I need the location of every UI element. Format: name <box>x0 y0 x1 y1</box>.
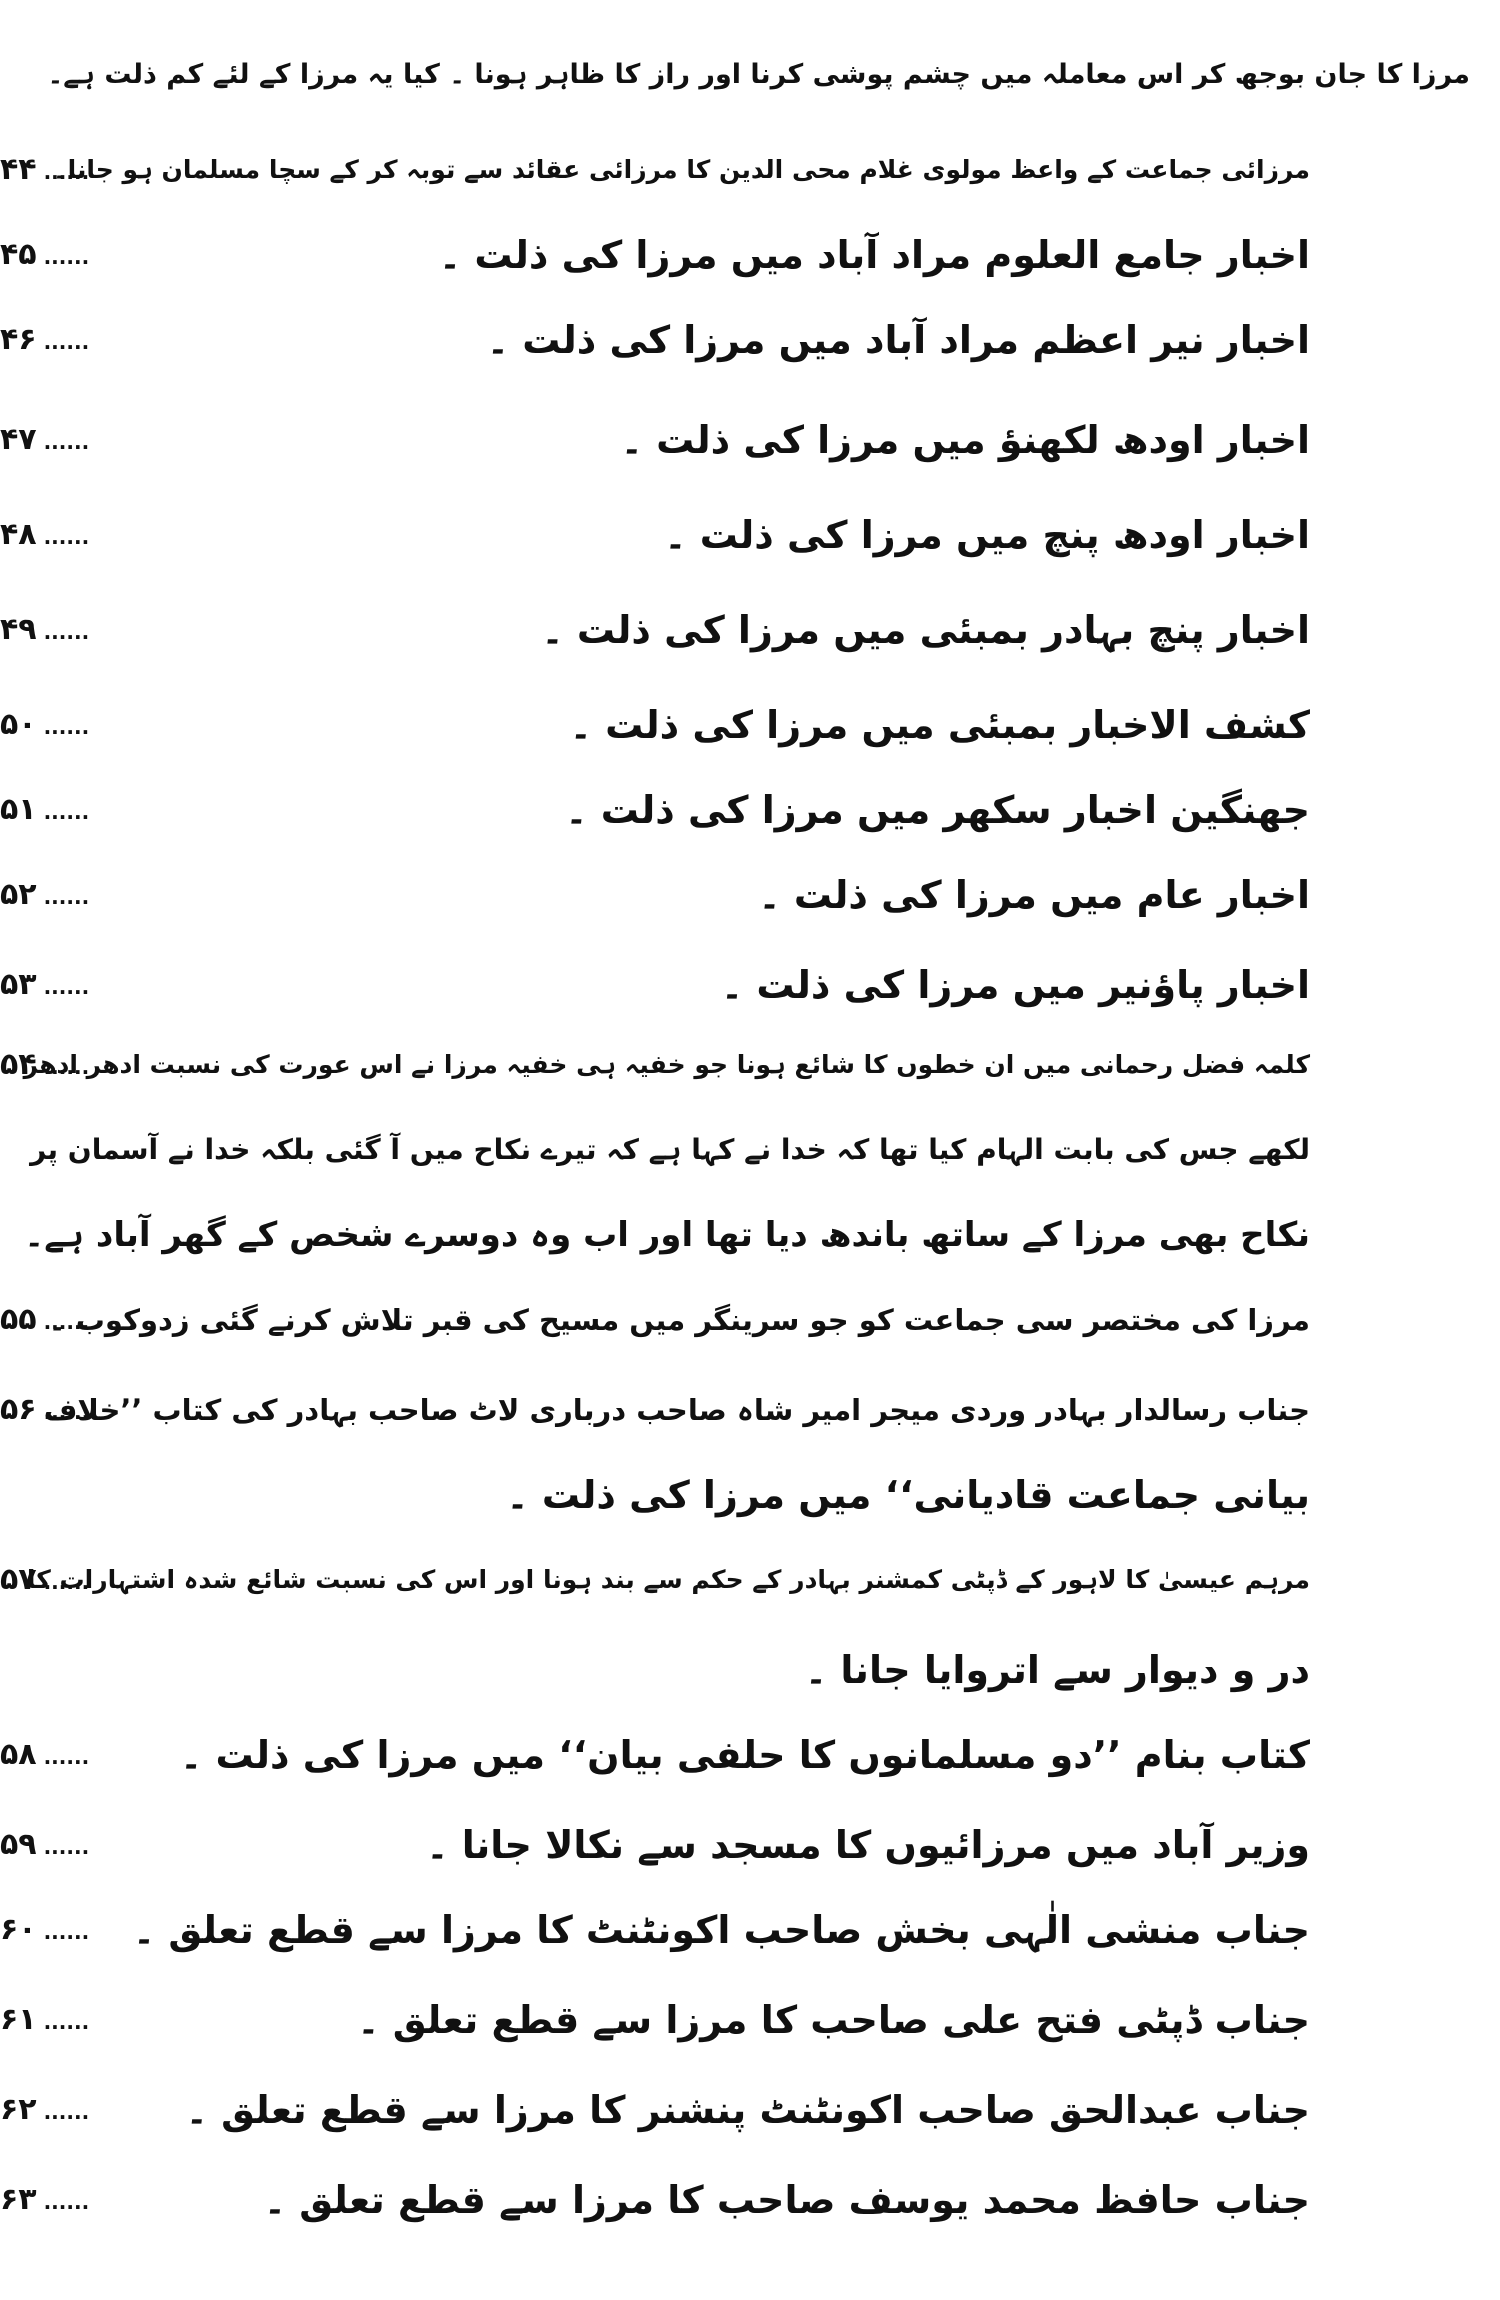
list-item <box>0 220 1500 290</box>
item-text: اخبار جامع العلوم مراد آباد میں مرزا کی ذلت ۔ <box>438 233 1310 277</box>
item-text: مرزا کا جان بوجھ کر اس معاملہ میں چشم پوشی کرنا اور راز کا ظاہر ہونا ۔ کیا یہ مرزا کے لئے کم ذلت ہے۔ <box>47 59 1470 90</box>
list-item <box>0 1030 1500 1100</box>
list-item <box>0 135 1500 205</box>
list-item <box>0 1985 1500 2055</box>
item-text: نکاح بھی مرزا کے ساتھ باندھ دیا تھا اور اب وہ دوسرے شخص کے گھر آباد ہے۔ <box>24 1215 1310 1255</box>
item-text: مرہم عیسیٰ کا لاہور کے ڈپٹی کمشنر بہادر کے حکم سے بند ہونا اور اس کی نسبت شائع شدہ اشتہارات کا <box>26 1565 1310 1594</box>
list-item <box>0 1545 1500 1615</box>
item-number: ۶۲ ...... <box>0 2075 75 2147</box>
item-text: وزیر آباد میں مرزائیوں کا مسجد سے نکالا جانا ۔ <box>426 1823 1310 1867</box>
list-item <box>0 500 1500 570</box>
list-item <box>0 1200 1500 1270</box>
item-number: ۵۲ ...... <box>0 860 75 932</box>
item-number: ۶۰ ...... <box>0 1895 75 1967</box>
item-number: ۵۹ ...... <box>0 1810 75 1882</box>
list-item <box>0 690 1500 760</box>
list-item <box>0 775 1500 845</box>
item-number: ۵۳ ...... <box>0 950 75 1022</box>
item-number: ۶۳ ...... <box>0 2165 75 2237</box>
item-number: ۴۹ ...... <box>0 595 75 667</box>
item-text: اخبار نیر اعظم مراد آباد میں مرزا کی ذلت ۔ <box>486 318 1310 362</box>
item-number: ۵۸ ...... <box>0 1720 75 1792</box>
item-number: ۴۵ ...... <box>0 220 75 292</box>
item-number: ۵۷ ...... <box>0 1545 75 1617</box>
item-text: مرزا کی مختصر سی جماعت کو جو سرینگر میں مسیح کی قبر تلاش کرنے گئی زدوکوب ۔ <box>48 1303 1310 1337</box>
item-number: ۴۴ ...... <box>0 135 75 207</box>
item-text: جناب ڈپٹی فتح علی صاحب کا مرزا سے قطع تعلق ۔ <box>357 1998 1310 2042</box>
item-text: مرزائی جماعت کے واعظ مولوی غلام محی الدین کا مرزائی عقائد سے توبہ کر کے سچا مسلمان ہو جانا۔ <box>52 155 1310 184</box>
list-item <box>0 1285 1500 1355</box>
item-number: ۴۶ ...... <box>0 305 75 377</box>
item-text: جھنگین اخبار سکھر میں مرزا کی ذلت ۔ <box>565 788 1310 832</box>
list-item <box>0 2075 1500 2145</box>
list-item <box>0 40 1500 110</box>
item-number: ۵۵ ...... <box>0 1285 75 1357</box>
item-number: ۵۰ ...... <box>0 690 75 762</box>
item-number: ۴۸ ...... <box>0 500 75 572</box>
item-text: کشف الاخبار بمبئی میں مرزا کی ذلت ۔ <box>569 703 1310 747</box>
item-number: ۵۶ ...... <box>0 1375 75 1447</box>
item-number: ۶۱ ...... <box>0 1985 75 2057</box>
list-item <box>0 405 1500 475</box>
item-text: جناب رسالدار بہادر وردی میجر امیر شاہ صاحب درباری لاٹ صاحب بہادر کی کتاب ’’خلاف <box>43 1393 1310 1427</box>
list-item <box>0 950 1500 1020</box>
list-item <box>0 1460 1500 1530</box>
list-item <box>0 1895 1500 1965</box>
list-item <box>0 595 1500 665</box>
item-number: ۴۷ ...... <box>0 405 75 477</box>
item-text: کلمہ فضل رحمانی میں ان خطوں کا شائع ہونا جو خفیہ ہی خفیہ مرزا نے اس عورت کی نسبت ادھر ادھر <box>23 1050 1310 1079</box>
list-item <box>0 1720 1500 1790</box>
item-text: اخبار عام میں مرزا کی ذلت ۔ <box>758 873 1310 917</box>
item-text: کتاب بنام ’’دو مسلمانوں کا حلفی بیان‘‘ میں مرزا کی ذلت ۔ <box>180 1733 1310 1777</box>
item-text: لکھے جس کی بابت الہام کیا تھا کہ خدا نے کہا ہے کہ تیرے نکاح میں آ گئی بلکہ خدا نے آسمان پر <box>30 1133 1310 1166</box>
item-text: جناب عبدالحق صاحب اکونٹنٹ پنشنر کا مرزا سے قطع تعلق ۔ <box>185 2088 1310 2132</box>
item-text: جناب منشی الٰہی بخش صاحب اکونٹنٹ کا مرزا سے قطع تعلق ۔ <box>132 1908 1310 1952</box>
item-text: در و دیوار سے اتروایا جانا ۔ <box>804 1648 1310 1692</box>
list-item <box>0 1375 1500 1445</box>
list-item <box>0 305 1500 375</box>
item-text: اخبار اودھ پنچ میں مرزا کی ذلت ۔ <box>664 513 1310 557</box>
item-number: ۵۴ ...... <box>0 1030 75 1102</box>
item-text: اخبار پنچ بہادر بمبئی میں مرزا کی ذلت ۔ <box>541 608 1310 652</box>
item-text: اخبار اودھ لکھنؤ میں مرزا کی ذلت ۔ <box>620 418 1310 462</box>
item-text: جناب حافظ محمد یوسف صاحب کا مرزا سے قطع تعلق ۔ <box>263 2178 1310 2222</box>
item-text: اخبار پاؤنیر میں مرزا کی ذلت ۔ <box>720 963 1310 1007</box>
list-item <box>0 1635 1500 1705</box>
list-item <box>0 1810 1500 1880</box>
list-item <box>0 860 1500 930</box>
list-item <box>0 1115 1500 1185</box>
item-number: ۵۱ ...... <box>0 775 75 847</box>
list-item <box>0 2165 1500 2235</box>
item-text: بیانی جماعت قادیانی‘‘ میں مرزا کی ذلت ۔ <box>506 1473 1310 1517</box>
